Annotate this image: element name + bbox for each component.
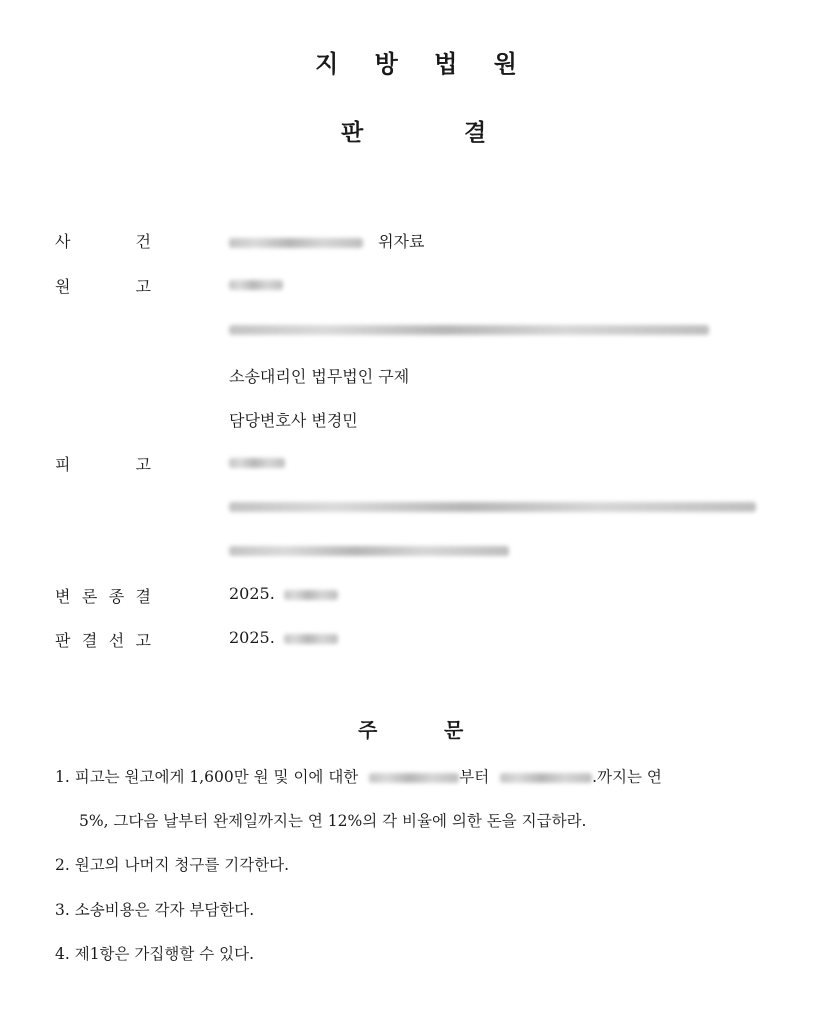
- judgment-date: 2025.: [229, 628, 338, 647]
- plaintiff-agent: 소송대리인 법무법인 구제: [229, 367, 410, 386]
- order-item-1: 1. 피고는 원고에게 1,600만 원 및 이에 대한 부터 .까지는 연: [55, 768, 662, 786]
- case-type: 위자료: [378, 232, 425, 251]
- defendant-label: 피 고: [55, 455, 151, 474]
- redacted-end-date: [500, 773, 592, 783]
- defendant-address: [229, 496, 756, 515]
- order-item-2: 2. 원고의 나머지 청구를 기각한다.: [55, 856, 290, 874]
- plaintiff-address: [229, 319, 709, 338]
- defendant-name: [229, 452, 285, 471]
- redacted-defendant-address: [229, 502, 756, 512]
- plaintiff-label: 원 고: [55, 277, 151, 296]
- order-item-4: 4. 제1항은 가집행할 수 있다.: [55, 945, 255, 963]
- order-item-1-continued: 5%, 그다음 날부터 완제일까지는 연 12%의 각 비율에 의한 돈을 지급하라.: [79, 812, 587, 830]
- order-title-left: 주: [358, 718, 378, 742]
- judgment-label: 판 결 선 고: [55, 631, 151, 650]
- plaintiff-name: [229, 274, 283, 293]
- document-title-left: 판: [341, 120, 364, 146]
- order-item-3: 3. 소송비용은 각자 부담한다.: [55, 901, 255, 919]
- closing-date: 2025.: [229, 584, 338, 603]
- case-value: [229, 229, 424, 252]
- redacted-closing-date: [284, 590, 338, 600]
- redacted-judgment-date: [284, 634, 338, 644]
- case-label: 사 건: [55, 232, 151, 251]
- defendant-agent: [229, 540, 509, 559]
- redacted-start-date: [369, 773, 459, 783]
- order-title-right: 문: [444, 718, 464, 742]
- redacted-plaintiff-address: [229, 325, 709, 335]
- redacted-defendant-name: [229, 458, 285, 468]
- redacted-defendant-agent: [229, 546, 509, 556]
- court-name: 지 방 법 원: [315, 50, 531, 78]
- redacted-plaintiff-name: [229, 280, 283, 290]
- closing-label: 변 론 종 결: [55, 587, 151, 606]
- document-title-right: 결: [464, 120, 487, 146]
- plaintiff-lawyer: 담당변호사 변경민: [229, 411, 358, 430]
- redacted-case-number: [229, 238, 363, 248]
